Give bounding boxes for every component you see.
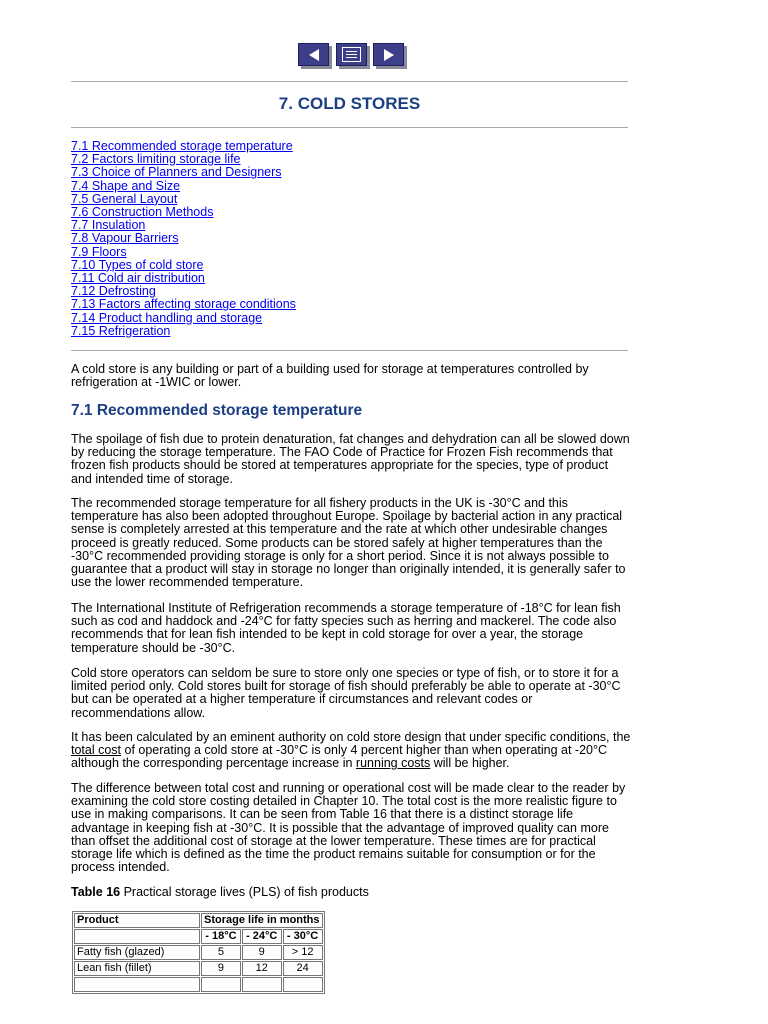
table-row [74, 961, 323, 976]
value-cell: 12 [242, 961, 282, 976]
table-row [74, 945, 323, 960]
product-cell: Fatty fish (glazed) [74, 945, 200, 960]
text-span: of operating a cold store at -30°C is only 4 percent higher than when operating at -20°C although the corresponding percentage increase in [71, 743, 608, 771]
paragraph-total-cost [71, 731, 631, 771]
value-cell: 9 [242, 945, 282, 960]
toc-link-7-1[interactable]: 7.1 Recommended storage temperature [71, 139, 293, 153]
paragraph-iir-recommendation: The International Institute of Refrigeration recommends a storage temperature of -18°C for lean fish such as cod and haddock and -24°C for fatty species such as herring and mackerel. The code also recommends that for lean fish intended to be kept in cold storage for over a year, the storage temperature should be -30°C. [71, 601, 621, 655]
value-cell: > 12 [283, 945, 323, 960]
page-title: 7. COLD STORES [278, 94, 421, 113]
toc-link-7-2[interactable]: 7.2 Factors limiting storage life [71, 152, 241, 167]
toc-item [71, 325, 296, 338]
text-span: will be higher. [430, 756, 510, 771]
header-temp: - 24°C [242, 929, 282, 944]
table-header-row [74, 913, 323, 928]
toc-link-7-12[interactable]: 7.12 Defrosting [71, 284, 156, 299]
toc-link-7-13[interactable]: 7.13 Factors affecting storage conditions [71, 297, 296, 312]
total-cost-term: total cost [71, 743, 122, 758]
divider-title [71, 127, 628, 128]
paragraph-cost-difference: The difference between total cost and running or operational cost will be made clear to the reader by examining the cold store costing detailed in Chapter 10. The total cost is the more realistic figure to use in making comparisons. It can be seen from Table 16 that there is a distinct storage life advantage in keeping fish at -30°C. It is possible that the advantage of improved quality can more than offset the additional cost of storage at the lower temperature. These times are for practical storage life which is defined as the time the product remains suitable for consumption or for the process intended. [71, 781, 626, 875]
toc-link-7-8[interactable]: 7.8 Vapour Barriers [71, 231, 179, 246]
intro-paragraph: A cold store is any building or part of a building used for storage at temperatures controlled by refrigeration at -1WIC or lower. [71, 362, 589, 390]
table-caption-label: Table 16 [71, 885, 121, 899]
table-subheader-row [74, 929, 323, 944]
table-caption [71, 885, 369, 899]
value-cell [283, 977, 323, 992]
value-cell: 9 [201, 961, 241, 976]
chapter-contents-list [71, 140, 296, 338]
header-product: Product [74, 913, 200, 928]
toc-link-7-3[interactable]: 7.3 Choice of Planners and Designers [71, 165, 282, 180]
toc-link-7-11[interactable]: 7.11 Cold air distribution [71, 271, 205, 286]
table-row [74, 977, 323, 992]
toc-link-7-14[interactable]: 7.14 Product handling and storage [71, 310, 263, 325]
next-page-button[interactable] [373, 43, 404, 66]
paragraph-recommended-temperature: The recommended storage temperature for all fishery products in the UK is -30°C and this temperature has also been adopted throughout Europe. Spoilage by bacterial action in any practical sense is completely arrested at this temperature and the rate at which other undesirable changes proceed is greatly reduced. Some products can be stored safely at higher temperatures than the -30°C recommended providing storage is only for a short period. Since it is not always possible to guarantee that a product will stay in storage no longer than originally intended, it is generally safer to use the lower recommended temperature. [71, 496, 626, 590]
empty-cell [74, 929, 200, 944]
running-costs-term: running costs [355, 756, 431, 771]
value-cell: 24 [283, 961, 323, 976]
table-of-contents-icon [342, 47, 361, 62]
storage-life-table [72, 911, 325, 994]
toc-link-7-10[interactable]: 7.10 Types of cold store [71, 257, 204, 272]
section-heading-7-1: 7.1 Recommended storage temperature [71, 402, 363, 419]
arrow-left-icon [309, 49, 319, 61]
product-cell: Lean fish (fillet) [74, 961, 200, 976]
header-temp: - 30°C [283, 929, 323, 944]
value-cell [201, 977, 241, 992]
toc-link-7-9[interactable]: 7.9 Floors [71, 244, 127, 259]
product-cell [74, 977, 200, 992]
divider-top [71, 81, 628, 82]
value-cell: 5 [201, 945, 241, 960]
navigation-bar [0, 43, 700, 69]
arrow-right-icon [384, 49, 394, 61]
table-of-contents-button[interactable] [336, 43, 367, 66]
toc-link-7-5[interactable]: 7.5 General Layout [71, 191, 178, 206]
header-temp: - 18°C [201, 929, 241, 944]
text-span: It has been calculated by an eminent authority on cold store design that under specific conditions, the [71, 730, 631, 744]
divider-contents [71, 350, 628, 351]
paragraph-cold-store-operators: Cold store operators can seldom be sure to store only one species or type of fish, or to store it for a limited period only. Cold stores built for storage of fish should preferably be able to operate at -30°C but can be operated at a higher temperature if circumstances and relevant codes or recommendations allow. [71, 666, 621, 720]
toc-link-7-7[interactable]: 7.7 Insulation [71, 218, 146, 233]
previous-page-button[interactable] [298, 43, 329, 66]
toc-link-7-4[interactable]: 7.4 Shape and Size [71, 178, 181, 193]
value-cell [242, 977, 282, 992]
table-caption-text: Practical storage lives (PLS) of fish products [120, 885, 369, 899]
paragraph-spoilage: The spoilage of fish due to protein denaturation, fat changes and dehydration can all be slowed down by reducing the storage temperature. The FAO Code of Practice for Frozen Fish recommends that frozen fish products should be stored at temperatures appropriate for the species, type of product and intended time of storage. [71, 432, 630, 486]
header-storage-life: Storage life in months [201, 913, 323, 928]
toc-link-7-6[interactable]: 7.6 Construction Methods [71, 205, 214, 220]
toc-link-7-15[interactable]: 7.15 Refrigeration [71, 323, 171, 338]
